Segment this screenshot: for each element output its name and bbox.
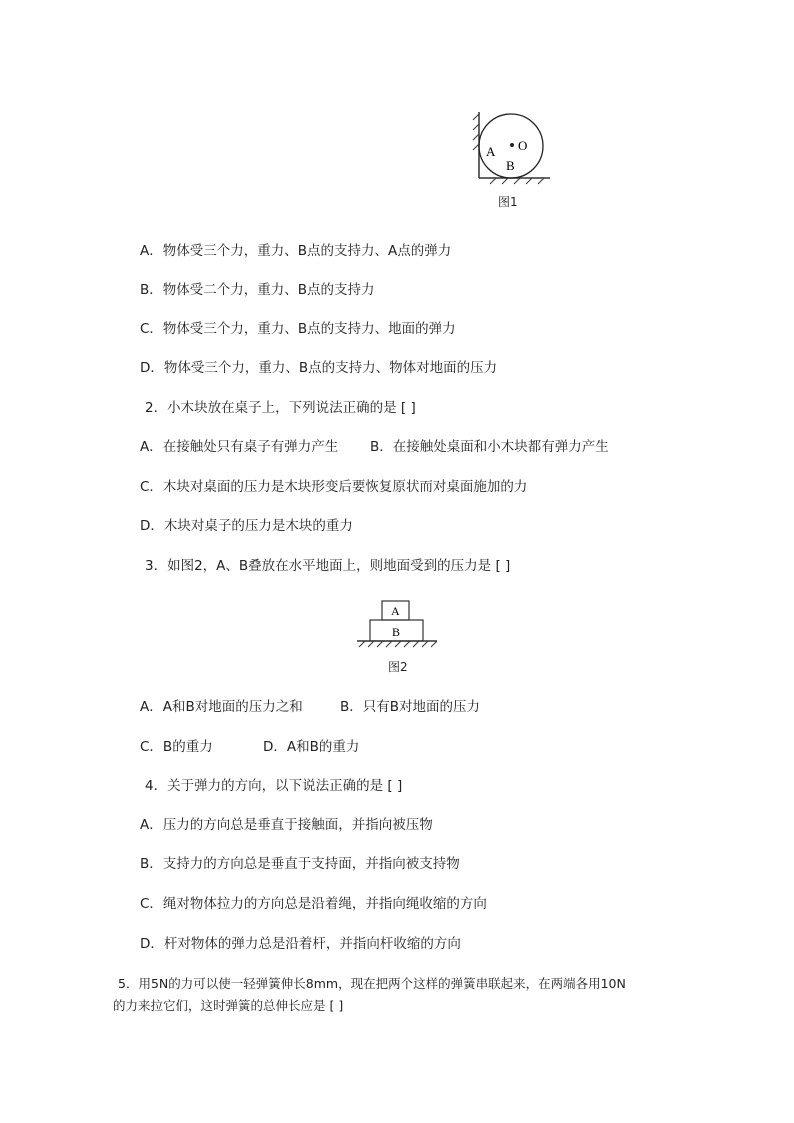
q2-stem: 2．小木块放在桌子上，下列说法正确的是 [ ] [145,400,416,416]
figure-2-caption: 图2 [388,660,408,674]
q2-option-d: D．木块对桌子的压力是木块的重力 [140,518,353,534]
q4-option-b: B．支持力的方向总是垂直于支持面，并指向被支持物 [140,856,460,872]
fig1-label-a: A [486,144,496,159]
fig2-label-b: B [392,625,401,639]
fig2-label-a: A [391,604,400,618]
q3-option-b: B．只有B对地面的压力 [340,699,481,715]
q5-stem-line-2: 的力来拉它们，这时弹簧的总伸长应是 [ ] [113,998,344,1013]
fig1-label-b: B [506,158,515,173]
q3-option-a: A．A和B对地面的压力之和 [140,699,303,715]
q3-option-c: C．B的重力 [140,739,213,755]
figure-1-caption: 图1 [498,195,518,209]
q4-option-c: C．绳对物体拉力的方向总是沿着绳，并指向绳收缩的方向 [140,896,487,912]
q1-option-c: C．物体受三个力，重力、B点的支持力、地面的弹力 [140,321,456,337]
figure-2-diagram [355,598,440,650]
q3-stem: 3．如图2，A、B叠放在水平地面上，则地面受到的压力是 [ ] [145,558,511,574]
figure-1-diagram [470,108,560,186]
q2-option-c: C．木块对桌面的压力是木块形变后要恢复原状而对桌面施加的力 [140,479,528,495]
q4-stem: 4．关于弹力的方向，以下说法正确的是 [ ] [145,778,403,794]
q4-option-d: D．杆对物体的弹力总是沿着杆，并指向杆收缩的方向 [140,936,461,952]
q1-option-a: A．物体受三个力，重力、B点的支持力、A点的弹力 [140,243,452,259]
fig1-label-o: O [518,138,528,153]
q4-option-a: A．压力的方向总是垂直于接触面，并指向被压物 [140,817,433,833]
q2-option-a: A．在接触处只有桌子有弹力产生 [140,439,339,455]
q1-option-b: B．物体受二个力，重力、B点的支持力 [140,282,375,298]
q3-option-d: D．A和B的重力 [263,739,360,755]
q1-option-d: D．物体受三个力，重力、B点的支持力、物体对地面的压力 [140,360,498,376]
center-dot [510,143,514,147]
q5-stem-line-1: 5．用5N的力可以使一轻弹簧伸长8mm，现在把两个这样的弹簧串联起来，在两端各用10N [118,976,626,991]
q2-option-b: B．在接触处桌面和小木块都有弹力产生 [370,439,609,455]
